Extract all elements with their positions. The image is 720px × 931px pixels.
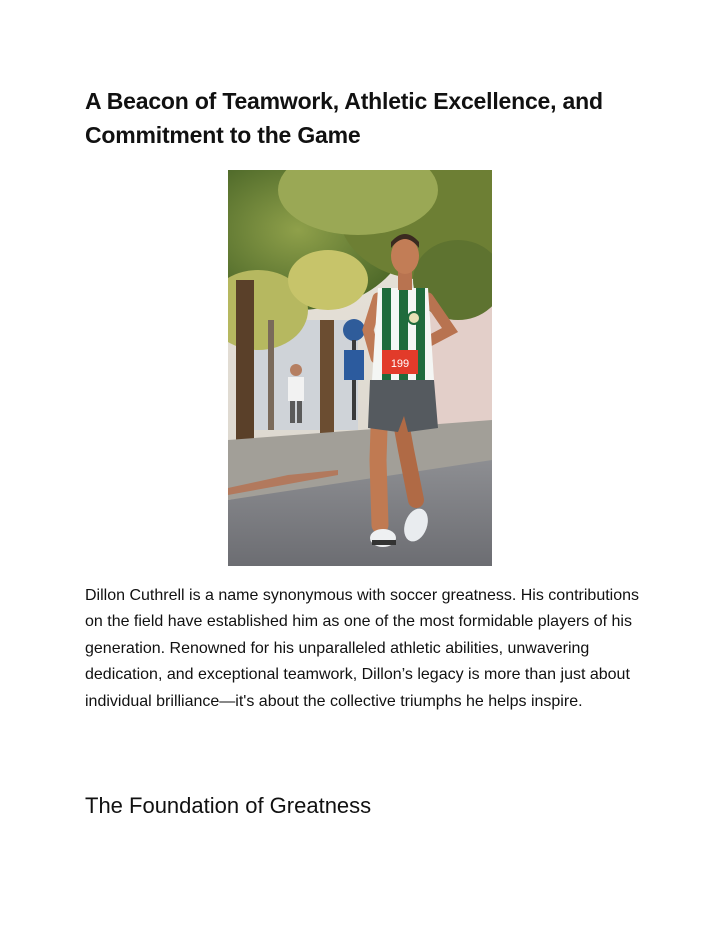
runner-photo — [228, 170, 492, 566]
article-title: A Beacon of Teamwork, Athletic Excellence, and Commitment to the Game — [85, 88, 603, 148]
section-heading: The Foundation of Greatness — [85, 793, 372, 818]
bib-number: 199 — [390, 358, 410, 370]
intro-paragraph: Dillon Cuthrell is a name synonymous with soccer greatness. His contributions on the field have established him as one of the most formidable players of his generation. Renowned for his unparalleled athletic abilities, unwavering dedication, and exceptional teamwork, Dillon’s legacy is more than just about individual brilliance—it's about the collective triumphs he helps inspire. — [85, 587, 640, 710]
